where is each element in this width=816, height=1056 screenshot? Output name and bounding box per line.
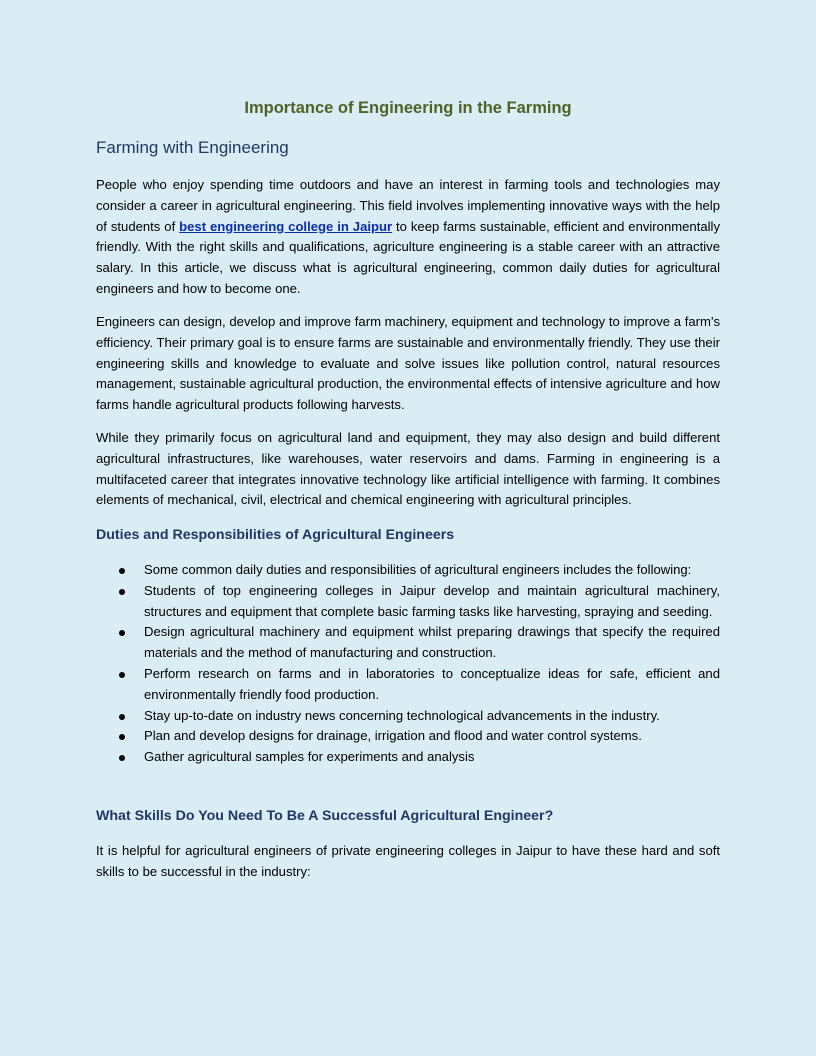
bullet-icon <box>119 630 125 636</box>
bullet-icon <box>119 672 125 678</box>
document-title: Importance of Engineering in the Farming <box>244 99 572 117</box>
intro-text-after-link: to keep farms sustainable, efficient and environmentally friendly. With the right skills and qualifications, agriculture engineering is a stable career with an attractive salary. In this article, we discuss what is agricultural engineering, common daily duties for agricultural engineers and how to become one. <box>96 218 720 296</box>
section-heading-farming-with-engineering: Farming with Engineering <box>96 138 289 157</box>
bullet-icon <box>119 714 125 720</box>
list-item: Gather agricultural samples for experiments and analysis <box>96 747 720 768</box>
list-item: Stay up-to-date on industry news concerning technological advancements in the industry. <box>96 706 720 727</box>
duties-list <box>96 560 720 768</box>
skills-heading: What Skills Do You Need To Be A Successful Agricultural Engineer? <box>96 808 554 824</box>
bullet-icon <box>119 755 125 761</box>
bullet-icon <box>119 589 125 595</box>
bullet-icon <box>119 568 125 574</box>
list-item: Perform research on farms and in laboratories to conceptualize ideas for safe, efficient and environmentally friendly food production. <box>96 664 720 706</box>
list-item: Design agricultural machinery and equipment whilst preparing drawings that specify the required materials and the method of manufacturing and construction. <box>96 622 720 664</box>
infrastructure-paragraph: While they primarily focus on agricultural land and equipment, they may also design and build different agricultural infrastructures, like warehouses, water reservoirs and dams. Farming in engineering is a multifaceted career that integrates innovative technology like artificial intelligence with farming. It combines elements of mechanical, civil, electrical and chemical engineering with agricultural principles. <box>96 430 720 508</box>
bullet-icon <box>119 734 125 740</box>
list-item: Some common daily duties and responsibilities of agricultural engineers includes the following: <box>96 560 720 581</box>
list-item: Plan and develop designs for drainage, irrigation and flood and water control systems. <box>96 726 720 747</box>
intro-paragraph <box>96 175 720 300</box>
intro-text-before-link: People who enjoy spending time outdoors and have an interest in farming tools and technologies may consider a career in agricultural engineering. This field involves implementing innovative ways with the help of students of <box>96 177 720 234</box>
skills-paragraph: It is helpful for agricultural engineers of private engineering colleges in Jaipur to have these hard and soft skills to be successful in the industry: <box>96 843 720 879</box>
duties-heading: Duties and Responsibilities of Agricultural Engineers <box>96 527 455 543</box>
best-engineering-college-link[interactable]: best engineering college in Jaipur <box>179 218 393 234</box>
engineers-paragraph: Engineers can design, develop and improve farm machinery, equipment and technology to improve a farm's efficiency. Their primary goal is to ensure farms are sustainable and environmentally friendly. They use their engineering skills and knowledge to evaluate and solve issues like pollution control, natural resources management, sustainable agricultural production, the environmental effects of intensive agriculture and how farms handle agricultural products following harvests. <box>96 314 720 413</box>
list-item: Students of top engineering colleges in Jaipur develop and maintain agricultural machinery, structures and equipment that complete basic farming tasks like harvesting, spraying and seeding. <box>96 581 720 623</box>
